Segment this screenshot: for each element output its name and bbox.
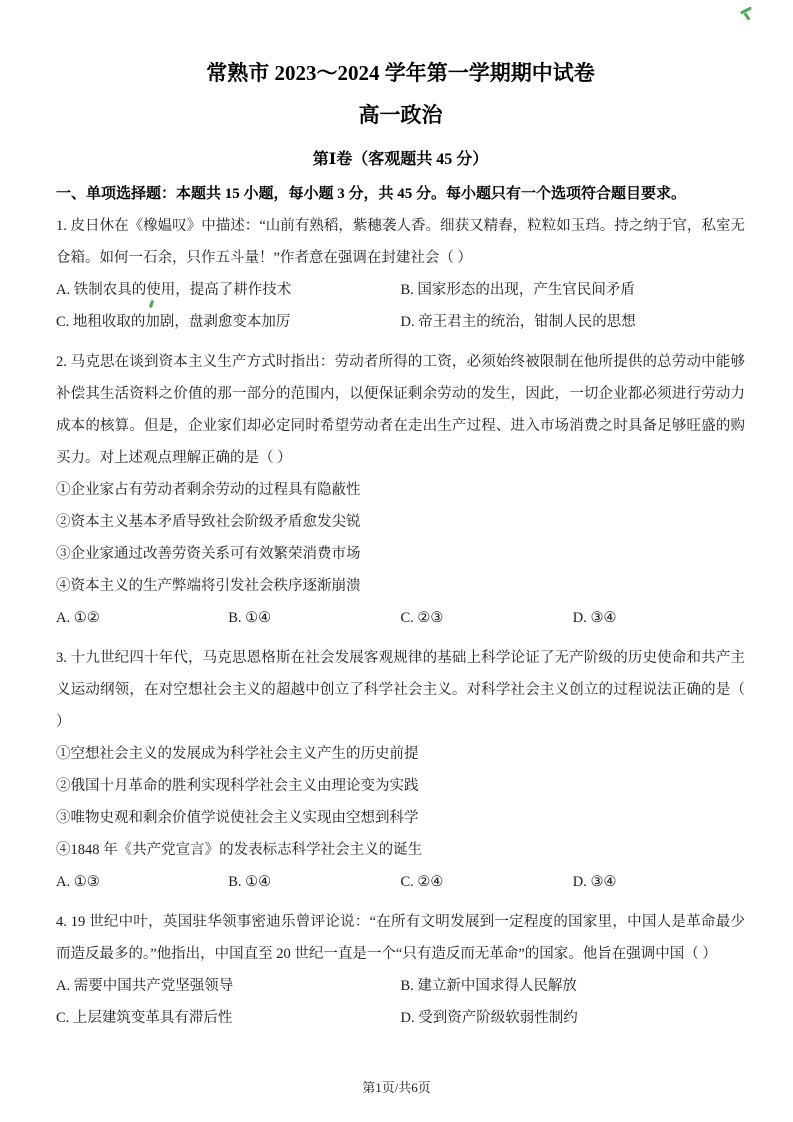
question-1-option-c: C. 地租收取的加剧，盘剥愈变本加厉 xyxy=(56,314,291,330)
question-4-option-b: B. 建立新中国求得人民解放 xyxy=(400,978,577,994)
question-4-option-a: A. 需要中国共产党坚强领导 xyxy=(56,978,234,994)
question-4-stem: 4. 19 世纪中叶，英国驻华领事密迪乐曾评论说：“在所有文明发展到一定程度的国家里，中国人是革命最少而造反最多的。”他指出，中国直至 20 世纪一直是一个“只有造反而无革命”的国家。他旨在强调中国（ ） xyxy=(56,914,745,962)
corner-artifact-icon xyxy=(739,6,755,21)
question-2-statement-2: ②资本主义基本矛盾导致社会阶级矛盾愈发尖锐 xyxy=(56,514,361,530)
question-1-option-a: A. 铁制农具的使用，提高了耕作技术 xyxy=(56,282,292,298)
question-2-statement-4: ④资本主义的生产弊端将引发社会秩序逐渐崩溃 xyxy=(56,578,361,594)
section-heading: 第Ⅰ卷（客观题共 45 分） xyxy=(312,151,489,168)
question-2-options xyxy=(56,602,745,634)
question-3-options xyxy=(56,866,745,898)
question-2-option-c: C. ②③ xyxy=(400,610,444,626)
exam-title: 常熟市 2023～2024 学年第一学期期中试卷 xyxy=(206,61,595,85)
question-4-option-c: C. 上层建筑变革具有滞后性 xyxy=(56,1010,233,1026)
question-4-options xyxy=(56,970,745,1034)
question-2-statement-3: ③企业家通过改善劳资关系可有效繁荣消费市场 xyxy=(56,546,361,562)
question-3-statement-1: ①空想社会主义的发展成为科学社会主义产生的历史前提 xyxy=(56,746,419,762)
question-2-stem: 2. 马克思在谈到资本主义生产方式时指出：劳动者所得的工资，必须始终被限制在他所提供的总劳动中能够补偿其生活资料之价值的那一部分的范围内，以便保证剩余劳动的发生，因此，一切企业都必须进行劳动力成本的核算。但是，企业家们却必定同时希望劳动者在走出生产过程、进入市场消费之时具备足够旺盛的购买力。对上述观点理解正确的是（ ） xyxy=(56,354,745,466)
exam-subject: 高一政治 xyxy=(358,103,443,127)
question-1 xyxy=(56,210,745,338)
section-instructions: 一、单项选择题：本题共 15 小题，每小题 3 分，共 45 分。每小题只有一个选项符合题目要求。 xyxy=(56,186,687,202)
question-1-option-d: D. 帝王君主的统治，钳制人民的思想 xyxy=(400,314,636,330)
question-1-options xyxy=(56,274,745,338)
question-3-statement-2: ②俄国十月革命的胜利实现科学社会主义由理论变为实践 xyxy=(56,778,419,794)
question-3-option-a: A. ①③ xyxy=(56,874,100,890)
question-3-option-c: C. ②④ xyxy=(400,874,444,890)
question-3-option-d: D. ③④ xyxy=(572,874,617,890)
question-2-option-b: B. ①④ xyxy=(228,610,272,626)
question-3 xyxy=(56,642,745,898)
question-2-option-d: D. ③④ xyxy=(572,610,617,626)
question-1-stem: 1. 皮日休在《橡媪叹》中描述：“山前有熟稻，紫穗袭人香。细获又精舂，粒粒如玉珰。持之纳于官，私室无仓箱。如何一石余，只作五斗量！”作者意在强调在封建社会（ ） xyxy=(56,218,745,266)
question-3-statement-4: ④1848 年《共产党宣言》的发表标志科学社会主义的诞生 xyxy=(56,842,423,858)
question-3-option-b: B. ①④ xyxy=(228,874,272,890)
question-2-option-a: A. ①② xyxy=(56,610,100,626)
question-3-stem: 3. 十九世纪四十年代，马克思恩格斯在社会发展客观规律的基础上科学论证了无产阶级的历史使命和共产主义运动纲领，在对空想社会主义的超越中创立了科学社会主义。对科学社会主义创立的过程说法正确的是（ ） xyxy=(56,650,745,730)
question-2-statement-1: ①企业家占有劳动者剩余劳动的过程具有隐蔽性 xyxy=(56,482,361,498)
page-footer: 第1页/共6页 xyxy=(362,1080,431,1095)
question-1-option-b: B. 国家形态的出现，产生官民间矛盾 xyxy=(400,282,635,298)
question-4 xyxy=(56,906,745,1034)
question-4-option-d: D. 受到资产阶级软弱性制约 xyxy=(400,1010,578,1026)
question-2 xyxy=(56,346,745,634)
question-3-statement-3: ③唯物史观和剩余价值学说使社会主义实现由空想到科学 xyxy=(56,810,419,826)
